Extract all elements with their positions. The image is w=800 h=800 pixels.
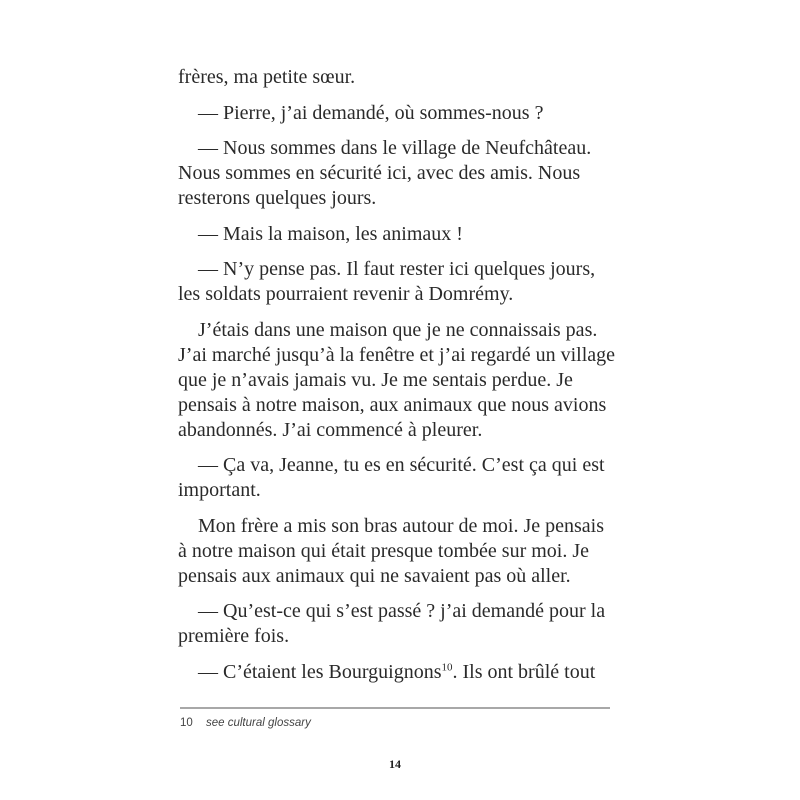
text-line: — N’y pense pas. Il faut rester ici quelques jours, <box>198 258 596 280</box>
text-line: J’ai marché jusqu’à la fenêtre et j’ai regardé un village <box>178 343 616 366</box>
paragraph <box>178 599 618 649</box>
text-line: Mon frère a mis son bras autour de moi. Je pensais <box>198 514 605 537</box>
paragraph <box>178 101 618 126</box>
footnote-number: 10 <box>180 717 193 729</box>
text-line: — Mais la maison, les animaux ! <box>198 222 463 245</box>
paragraph <box>178 257 618 307</box>
text-line: première fois. <box>178 625 290 647</box>
text-segment: . Ils ont brûlé tout <box>452 660 596 683</box>
text-line: Nous sommes en sécurité ici, avec des amis. Nous <box>178 162 581 184</box>
paragraph <box>178 453 618 503</box>
body-text <box>178 65 618 695</box>
text-line: important. <box>178 479 261 501</box>
text-line: resterons quelques jours. <box>178 187 377 209</box>
text-line: pensais à notre maison, aux animaux que nous avions <box>178 393 607 416</box>
paragraph <box>178 318 618 443</box>
footnote-text: see cultural glossary <box>206 717 311 729</box>
text-line: frères, ma petite sœur. <box>178 66 356 88</box>
text-line: que je n’avais jamais vu. Je me sentais perdue. Je <box>178 368 573 391</box>
paragraph <box>178 136 618 211</box>
page-number: 14 <box>389 757 401 771</box>
text-line: pensais aux animaux qui ne savaient pas où aller. <box>178 564 571 587</box>
text-line: les soldats pourraient revenir à Domrémy. <box>178 283 514 305</box>
text-line: — Qu’est-ce qui s’est passé ? j’ai demandé pour la <box>198 600 606 622</box>
text-line: — Nous sommes dans le village de Neufchâteau. <box>198 137 592 159</box>
paragraph <box>178 514 618 589</box>
text-line: J’étais dans une maison que je ne connaissais pas. <box>198 318 598 341</box>
text-line: — Ça va, Jeanne, tu es en sécurité. C’est ça qui est <box>198 454 605 476</box>
text-segment: — C’étaient les Bourguignons <box>198 660 442 683</box>
text-line <box>178 660 618 685</box>
paragraph <box>178 65 618 90</box>
footnote <box>180 717 311 729</box>
footnote-ref[interactable]: 10 <box>441 660 453 673</box>
footnote-divider <box>180 707 610 709</box>
text-line: à notre maison qui était presque tombée sur moi. Je <box>178 539 590 562</box>
paragraph <box>178 660 618 685</box>
text-line: abandonnés. J’ai commencé à pleurer. <box>178 418 483 441</box>
text-line: — Pierre, j’ai demandé, où sommes-nous ? <box>198 101 544 124</box>
paragraph <box>178 222 618 247</box>
